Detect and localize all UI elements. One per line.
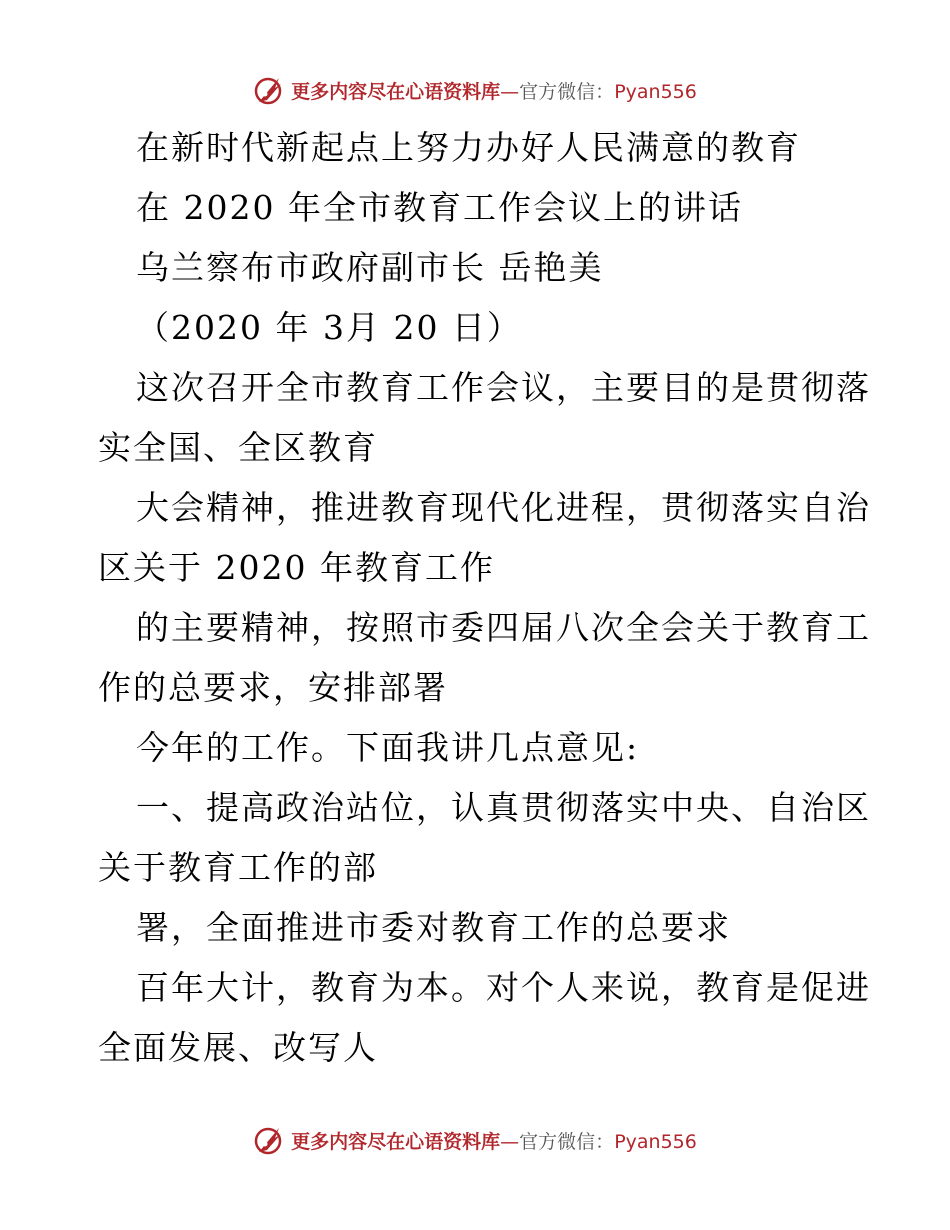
text-line: 乌兰察布市政府副市长 岳艳美	[136, 248, 604, 287]
banner-wechat-label: 官方微信：	[519, 80, 615, 103]
header-banner	[0, 70, 950, 110]
footer-banner	[0, 1120, 950, 1160]
header-banner-text	[291, 77, 697, 104]
text-line: 区关于 2020 年教育工作	[98, 548, 495, 587]
banner-wechat-label: 官方微信：	[519, 1130, 615, 1153]
text-line: 这次召开全市教育工作会议，主要目的是贯彻落	[136, 368, 871, 407]
text-line: 署，全面推进市委对教育工作的总要求	[136, 908, 731, 947]
text-line: 全面发展、改写人	[98, 1028, 378, 1067]
banner-dash: —	[500, 80, 520, 103]
text-line: 在 2020 年全市教育工作会议上的讲话	[136, 188, 743, 227]
text-line: 大会精神，推进教育现代化进程，贯彻落实自治	[136, 488, 871, 527]
banner-dash: —	[500, 1130, 520, 1153]
quill-pen-logo-icon	[253, 74, 285, 106]
text-line: 百年大计，教育为本。对个人来说，教育是促进	[136, 968, 871, 1007]
text-line: 实全国、全区教育	[98, 428, 378, 467]
text-line: 一、提高政治站位，认真贯彻落实中央、自治区	[136, 788, 871, 827]
banner-site-name: 更多内容尽在心语资料库	[291, 80, 501, 103]
banner-site-name: 更多内容尽在心语资料库	[291, 1130, 501, 1153]
text-line: 作的总要求，安排部署	[98, 668, 448, 707]
quill-pen-logo-icon	[253, 1124, 285, 1156]
text-line: 在新时代新起点上努力办好人民满意的教育	[136, 128, 801, 167]
banner-wechat-id: Pyan556	[614, 1130, 697, 1153]
banner-wechat-id: Pyan556	[614, 80, 697, 103]
text-line: 今年的工作。下面我讲几点意见:	[136, 728, 640, 767]
document-body	[98, 118, 871, 1078]
text-line: 的主要精神，按照市委四届八次全会关于教育工	[136, 608, 871, 647]
text-line: （2020 年 3月 20 日）	[136, 308, 522, 347]
footer-banner-text	[291, 1127, 697, 1154]
text-line: 关于教育工作的部	[98, 848, 378, 887]
